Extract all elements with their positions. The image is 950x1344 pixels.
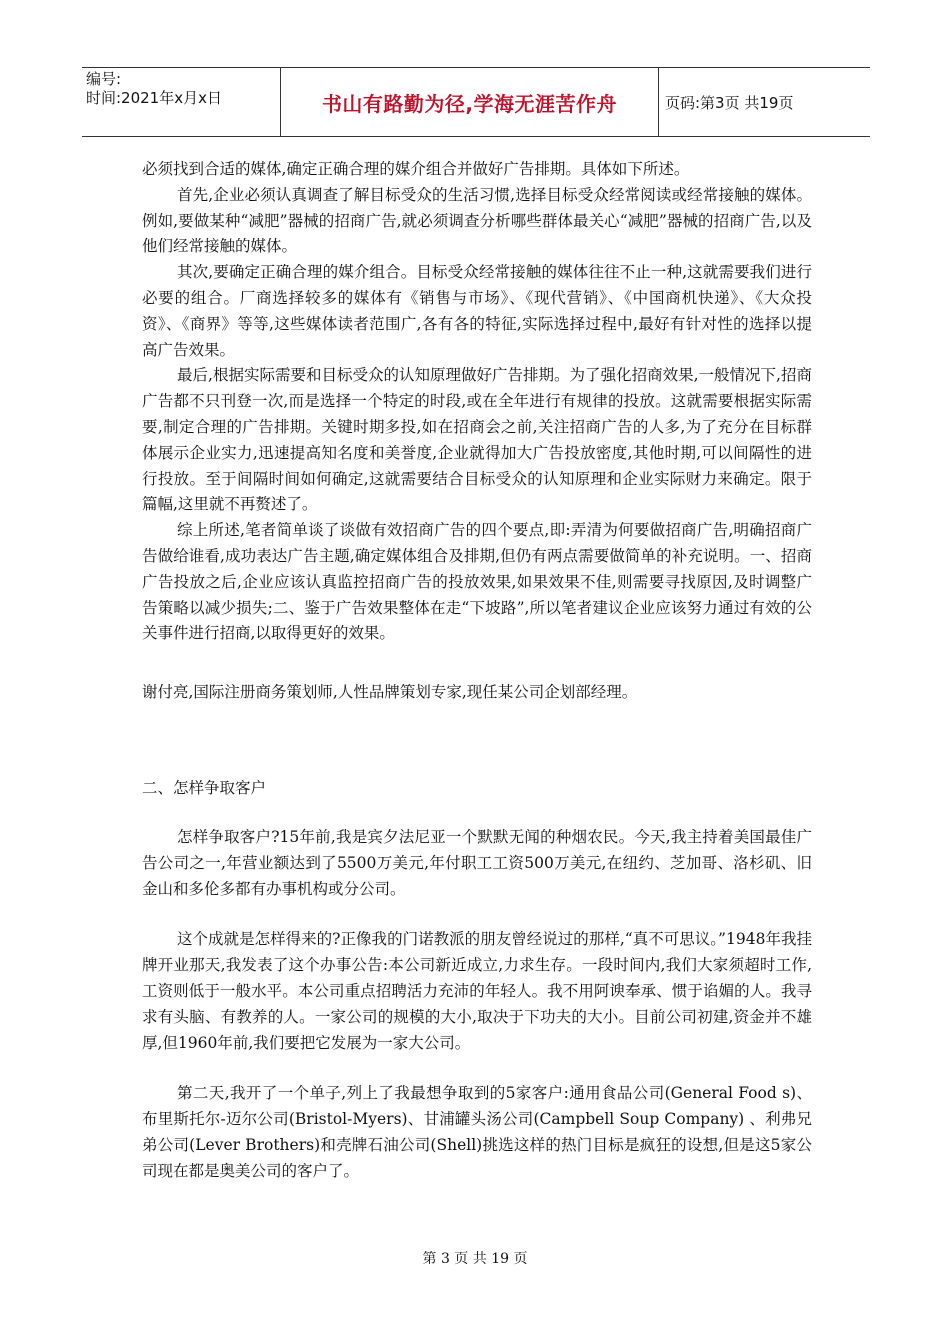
section-heading: 二、怎样争取客户 [142,779,267,797]
document-number: 编号: [86,70,122,88]
header-motto: 书山有路勤为径,学海无涯苦作舟 [281,68,659,136]
document-date: 时间:2021年x月x日 [86,89,222,107]
author-bio: 谢付亮,国际注册商务策划师,人性品牌策划专家,现任某公司企划部经理。 [142,683,638,701]
paragraph: 必须找到合适的媒体,确定正确合理的媒介组合并做好广告排期。具体如下所述。 [142,160,690,178]
page-header [82,67,870,137]
author-bio-block [142,680,812,706]
paragraph: 这个成就是怎样得来的?正像我的门诺教派的朋友曾经说过的那样,“真不可思议。”1948年我挂牌开业那天,我发表了这个办事公告:本公司新近成立,力求生存。一段时间内,我们大家须超时工作,工资则低于一般水平。本公司重点招聘活力充沛的年轻人。我不用阿谀奉承、惯于谄媚的人。我寻求有头脑、有教养的人。一家公司的规模的大小,取决于下功夫的大小。目前公司初建,资金并不雄厚,但1960年前,我们要把它发展为一家大公司。 [142,930,812,1052]
section-body [142,825,812,1185]
paragraph: 最后,根据实际需要和目标受众的认知原理做好广告排期。为了强化招商效果,一般情况下,招商广告都不只刊登一次,而是选择一个特定的时段,或在全年进行有规律的投放。这就需要根据实际需要,制定合理的广告排期。关键时期多投,如在招商会之前,关注招商广告的人多,为了充分在目标群体展示企业实力,迅速提高知名度和美誉度,企业就得加大广告投放密度,其他时期,可以间隔性的进行投放。至于间隔时间如何确定,这就需要结合目标受众的认知原理和企业实际财力来确定。限于篇幅,这里就不再赘述了。 [142,366,812,514]
document-body [142,157,812,647]
page-footer: 第 3 页 共 19 页 [422,1251,528,1267]
paragraph: 首先,企业必须认真调查了解目标受众的生活习惯,选择目标受众经常阅读或经常接触的媒体。例如,要做某种“减肥”器械的招商广告,就必须调查分析哪些群体最关心“减肥”器械的招商广告,以及他们经常接触的媒体。 [142,185,812,256]
paragraph: 怎样争取客户?15年前,我是宾夕法尼亚一个默默无闻的种烟农民。今天,我主持着美国最佳广告公司之一,年营业额达到了5500万美元,年付职工工资500万美元,在纽约、芝加哥、洛杉矶、旧金山和多伦多都有办事机构或分公司。 [142,828,812,898]
header-meta [82,68,281,136]
section-block [142,776,812,802]
header-page-info: 页码:第3页 共19页 [665,93,794,112]
paragraph: 其次,要确定正确合理的媒介组合。目标受众经常接触的媒体往往不止一种,这就需要我们进行必要的组合。厂商选择较多的媒体有《销售与市场》、《现代营销》、《中国商机快递》、《大众投资》、《商界》等等,这些媒体读者范围广,各有各的特征,实际选择过程中,最好有针对性的选择以提高广告效果。 [142,263,812,359]
paragraph: 第二天,我开了一个单子,列上了我最想争取到的5家客户:通用食品公司(General Food s)、布里斯托尔-迈尔公司(Bristol-Myers)、甘浦罐头汤公司(Campbell Soup Company) 、利弗兄弟公司(Lever Brothers)和壳牌石油公司(Shell)挑选这样的热门目标是疯狂的设想,但是这5家公司现在都是奥美公司的客户了。 [142,1084,812,1180]
paragraph: 综上所述,笔者简单谈了谈做有效招商广告的四个要点,即:弄清为何要做招商广告,明确招商广告做给谁看,成功表达广告主题,确定媒体组合及排期,但仍有两点需要做简单的补充说明。一、招商广告投放之后,企业应该认真监控招商广告的投放效果,如果效果不佳,则需要寻找原因,及时调整广告策略以减少损失;二、鉴于广告效果整体在走“下坡路”,所以笔者建议企业应该努力通过有效的公关事件进行招商,以取得更好的效果。 [142,521,812,643]
